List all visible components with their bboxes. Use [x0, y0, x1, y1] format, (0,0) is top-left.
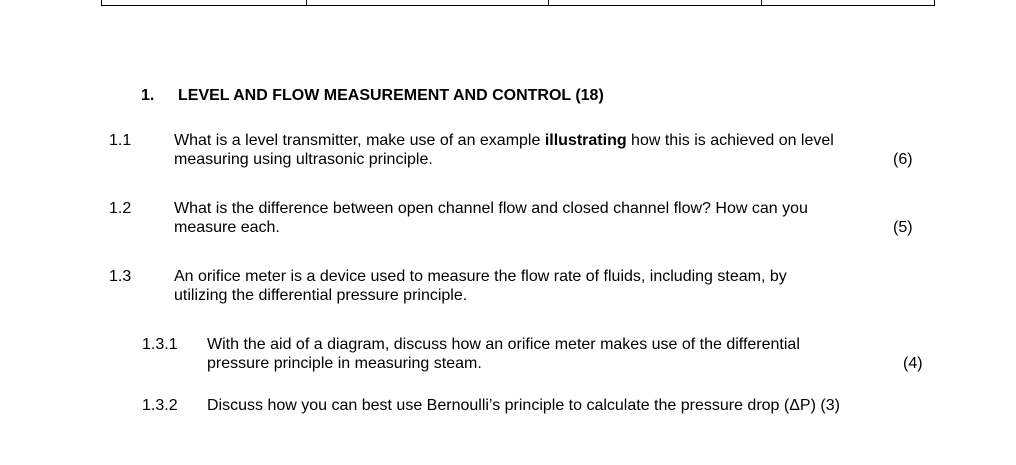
question-number-1-1: 1.1 [109, 132, 132, 149]
subquestion-1-3-1-line2: pressure principle in measuring steam. [207, 355, 482, 372]
subquestion-1-3-2-text [207, 396, 840, 415]
question-1-3-text [174, 267, 787, 305]
subquestion-number-1-3-1: 1.3.1 [142, 336, 178, 353]
question-1-1-text-part: how this is achieved on level [626, 132, 834, 149]
subquestion-1-3-1-text [207, 335, 800, 373]
section-heading [141, 87, 604, 105]
question-1-1-line1 [174, 131, 834, 150]
subquestion-1-3-1-line1: With the aid of a diagram, discuss how an orifice meter makes use of the differential [207, 336, 800, 353]
question-1-1-line2: measuring using ultrasonic principle. [174, 151, 433, 168]
table-column-divider [548, 0, 549, 5]
question-number-1-2: 1.2 [109, 200, 132, 217]
question-1-3-line2: utilizing the differential pressure principle. [174, 287, 468, 304]
table-column-divider [306, 0, 307, 5]
question-1-2-line2: measure each. [174, 219, 280, 236]
subquestion-1-3-2-line1: Discuss how you can best use Bernoulli’s principle to calculate the pressure drop (ΔP) (3) [207, 397, 840, 414]
question-1-1-text-part: What is a level transmitter, make use of an example [174, 132, 545, 149]
question-1-1-text [174, 131, 834, 169]
question-number-1-3: 1.3 [109, 268, 132, 285]
table-column-divider [761, 0, 762, 5]
section-title-text: LEVEL AND FLOW MEASUREMENT AND CONTROL (18) [178, 87, 604, 104]
question-1-2-line1: What is the difference between open channel flow and closed channel flow? How can you [174, 200, 808, 217]
question-1-1-bold-word: illustrating [544, 132, 627, 149]
question-1-3-line1: An orifice meter is a device used to measure the flow rate of fluids, including steam, by [174, 268, 787, 285]
question-1-2-marks: (5) [893, 219, 913, 236]
question-1-2-text [174, 199, 808, 237]
subquestion-number-1-3-2: 1.3.2 [142, 397, 178, 414]
subquestion-1-3-1-marks: (4) [903, 355, 923, 372]
previous-table-bottom-border [101, 0, 935, 6]
question-1-1-marks: (6) [893, 151, 913, 168]
section-number: 1. [141, 87, 155, 104]
